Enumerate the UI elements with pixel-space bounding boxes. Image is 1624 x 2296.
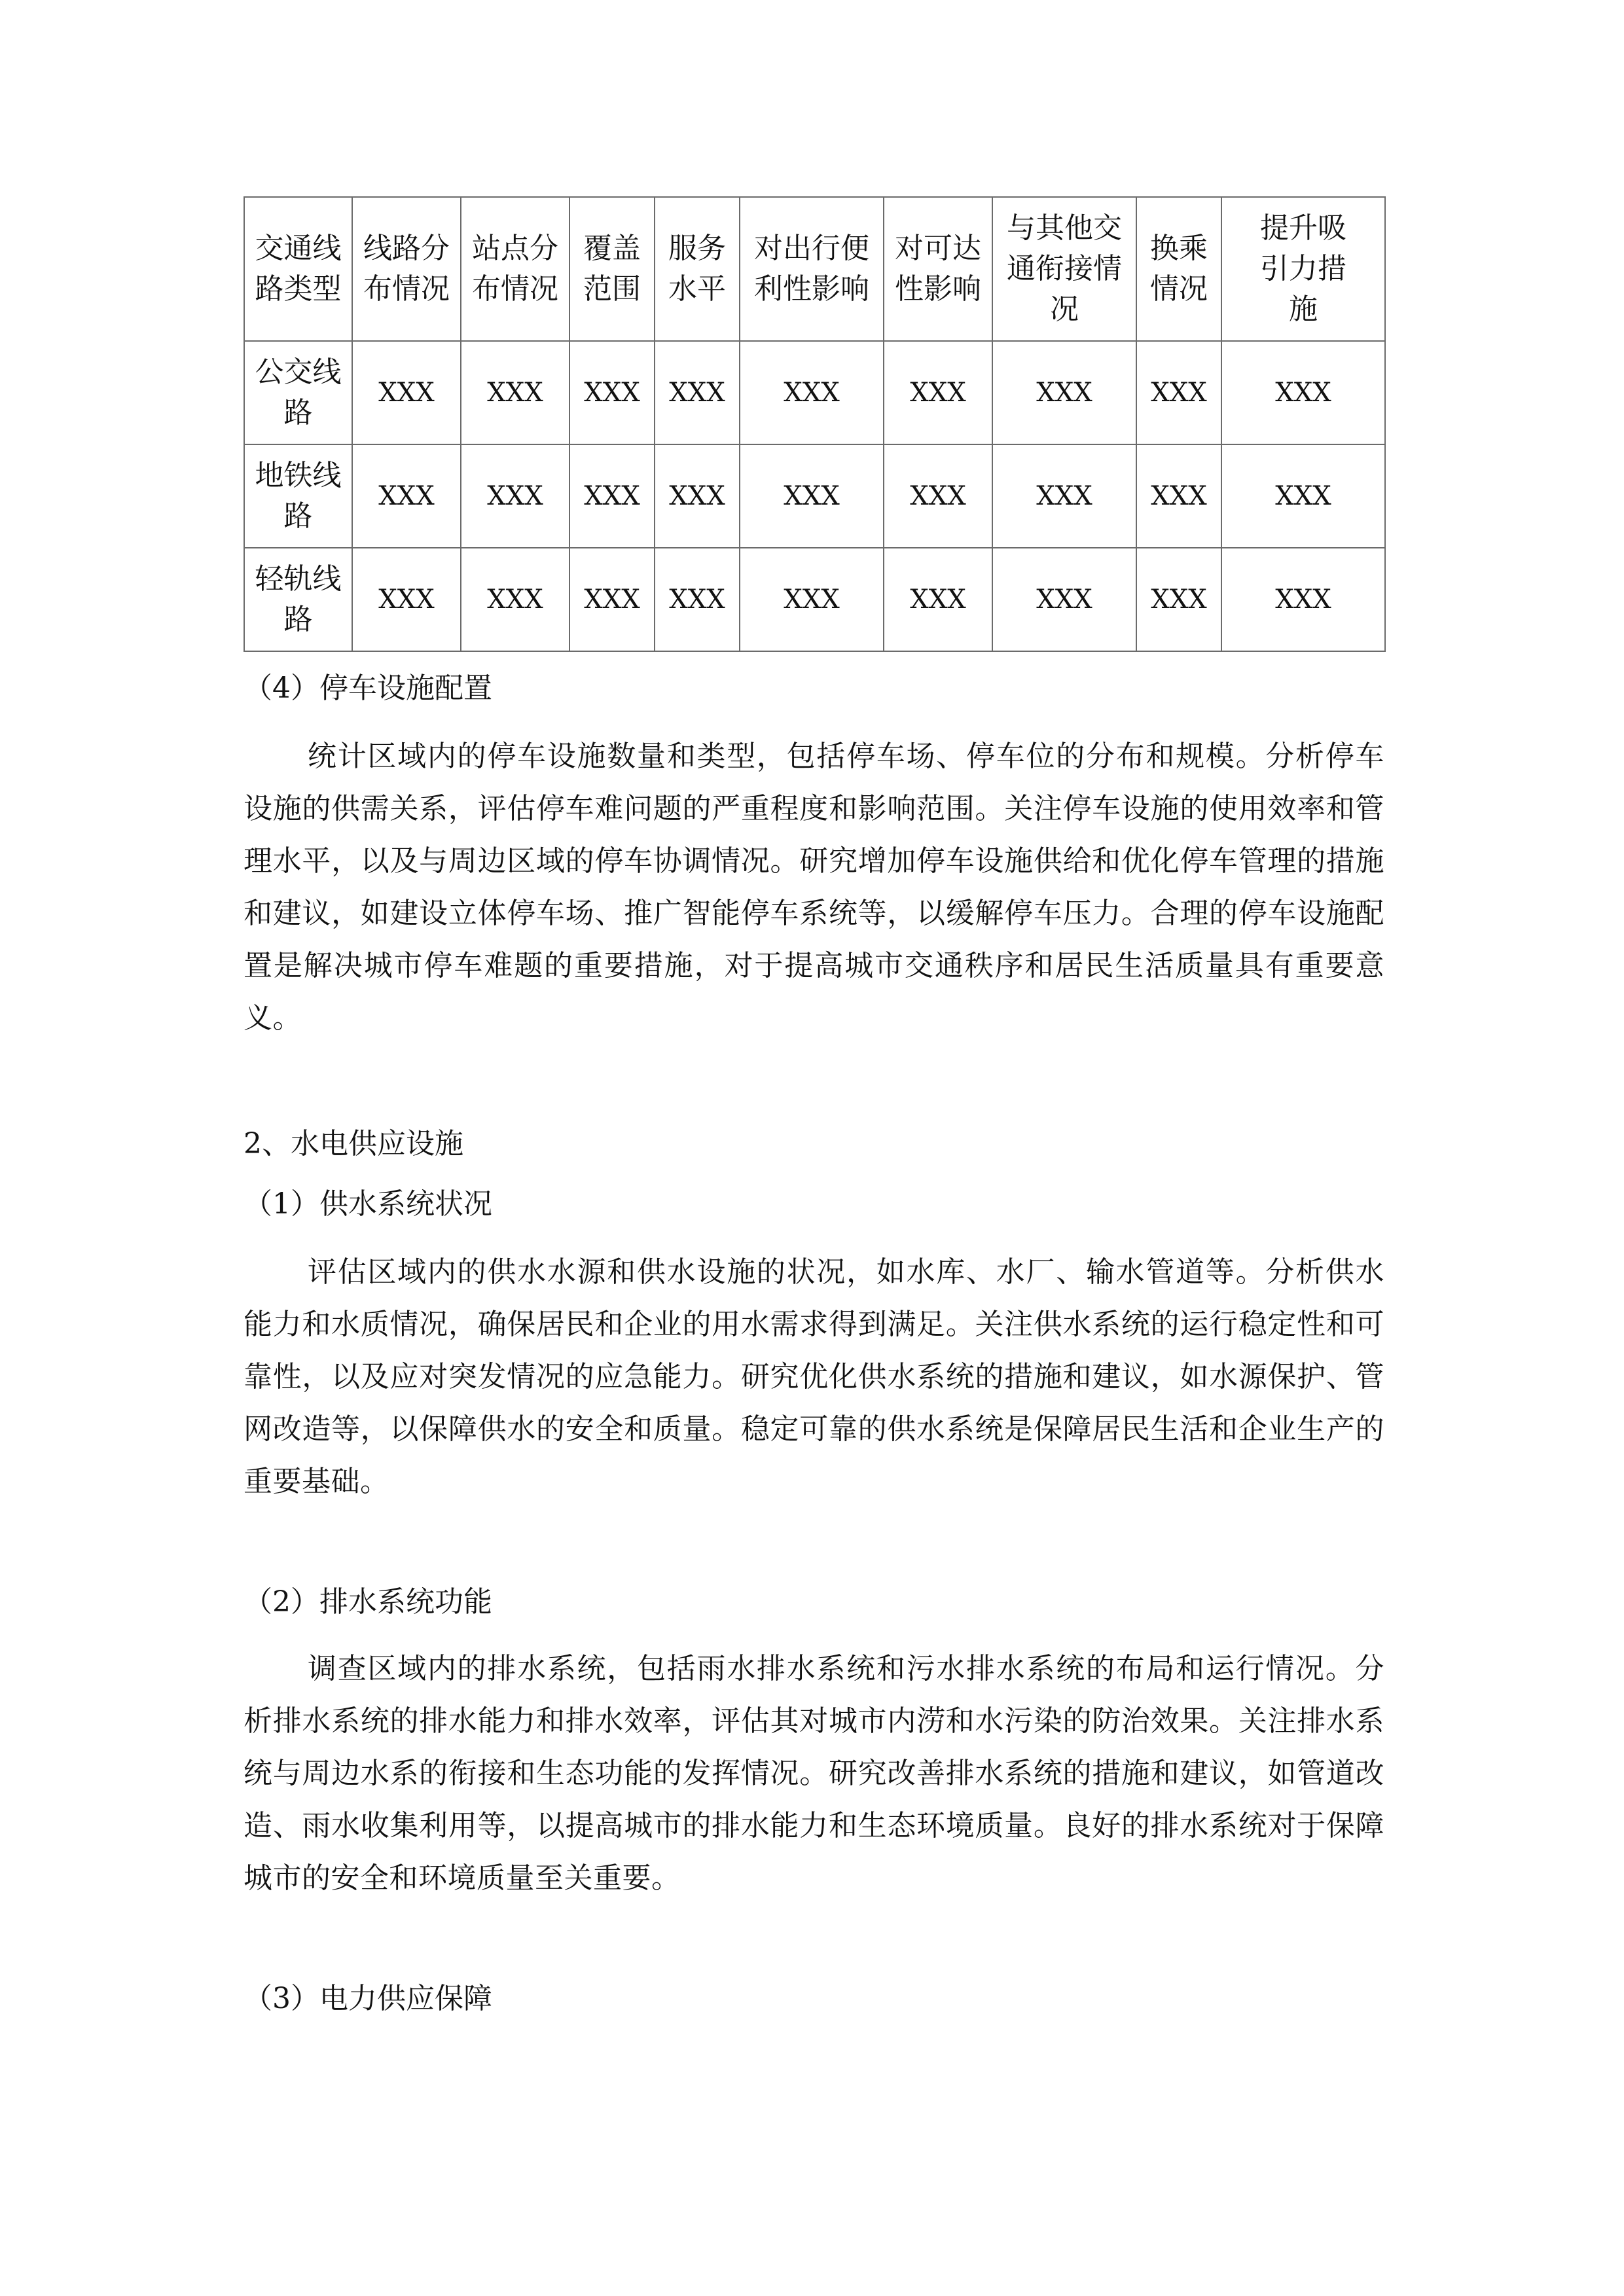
header-route-distribution: 线路分 布情况	[352, 197, 461, 341]
header-line-type: 交通线 路类型	[244, 197, 352, 341]
table-cell: XXX	[655, 341, 740, 444]
table-cell: XXX	[992, 341, 1136, 444]
table-cell: XXX	[1221, 444, 1385, 548]
row-type-bus: 公交线 路	[244, 341, 352, 444]
table-row	[244, 341, 1385, 444]
table-cell: XXX	[884, 444, 992, 548]
table-cell: XXX	[655, 444, 740, 548]
heading-power: （3）电力供应保障	[244, 1982, 492, 2015]
table-cell: XXX	[992, 548, 1136, 651]
paragraph-drainage: 调查区域内的排水系统，包括雨水排水系统和污水排水系统的布局和运行情况。分析排水系统的排水能力和排水效率，评估其对城市内涝和水污染的防治效果。关注排水系统与周边水系的衔接和生态功能的发挥情况。研究改善排水系统的措施和建议，如管道改造、雨水收集利用等，以提高城市的排水能力和生态环境质量。良好的排水系统对于保障城市的安全和环境质量至关重要。	[244, 1652, 1384, 1895]
header-transfer: 换乘 情况	[1136, 197, 1221, 341]
header-service-level: 服务 水平	[655, 197, 740, 341]
table-cell: XXX	[569, 341, 655, 444]
heading-drainage: （2）排水系统功能	[244, 1585, 492, 1619]
table-cell: XXX	[992, 444, 1136, 548]
table-cell: XXX	[740, 548, 884, 651]
table-cell: XXX	[884, 341, 992, 444]
header-accessibility: 对可达 性影响	[884, 197, 992, 341]
header-coverage: 覆盖 范围	[569, 197, 655, 341]
table-row	[244, 548, 1385, 651]
table-cell: XXX	[1136, 341, 1221, 444]
row-type-light-rail: 轻轨线 路	[244, 548, 352, 651]
paragraph-parking: 统计区域内的停车设施数量和类型，包括停车场、停车位的分布和规模。分析停车设施的供需关系，评估停车难问题的严重程度和影响范围。关注停车设施的使用效率和管理水平，以及与周边区域的停车协调情况。研究增加停车设施供给和优化停车管理的措施和建议，如建设立体停车场、推广智能停车系统等，以缓解停车压力。合理的停车设施配置是解决城市停车难题的重要措施，对于提高城市交通秩序和居民生活质量具有重要意义。	[244, 740, 1384, 1035]
table-cell: XXX	[1221, 341, 1385, 444]
table-cell: XXX	[740, 341, 884, 444]
header-connection: 与其他交 通衔接情 况	[992, 197, 1136, 341]
heading-parking: （4）停车设施配置	[244, 672, 492, 705]
table-cell: XXX	[352, 444, 461, 548]
header-attraction-measures: 提升吸 引力措 施	[1221, 197, 1385, 341]
table-cell: XXX	[569, 444, 655, 548]
table-header-row	[244, 197, 1385, 341]
table-cell: XXX	[884, 548, 992, 651]
table-cell: XXX	[1136, 548, 1221, 651]
transit-lines-table	[244, 196, 1386, 652]
table-cell: XXX	[1136, 444, 1221, 548]
heading-water-supply: （1）供水系统状况	[244, 1187, 492, 1221]
table-cell: XXX	[569, 548, 655, 651]
table-cell: XXX	[655, 548, 740, 651]
table-cell: XXX	[1221, 548, 1385, 651]
table-cell: XXX	[461, 444, 569, 548]
header-travel-convenience: 对出行便 利性影响	[740, 197, 884, 341]
table-cell: XXX	[352, 341, 461, 444]
table-cell: XXX	[461, 341, 569, 444]
table-cell: XXX	[740, 444, 884, 548]
row-type-metro: 地铁线 路	[244, 444, 352, 548]
heading-utilities: 2、水电供应设施	[244, 1127, 463, 1160]
header-stop-distribution: 站点分 布情况	[461, 197, 569, 341]
table-row	[244, 444, 1385, 548]
table-cell: XXX	[352, 548, 461, 651]
table-cell: XXX	[461, 548, 569, 651]
paragraph-water-supply: 评估区域内的供水水源和供水设施的状况，如水库、水厂、输水管道等。分析供水能力和水质情况，确保居民和企业的用水需求得到满足。关注供水系统的运行稳定性和可靠性，以及应对突发情况的应急能力。研究优化供水系统的措施和建议，如水源保护、管网改造等，以保障供水的安全和质量。稳定可靠的供水系统是保障居民生活和企业生产的重要基础。	[244, 1255, 1384, 1498]
